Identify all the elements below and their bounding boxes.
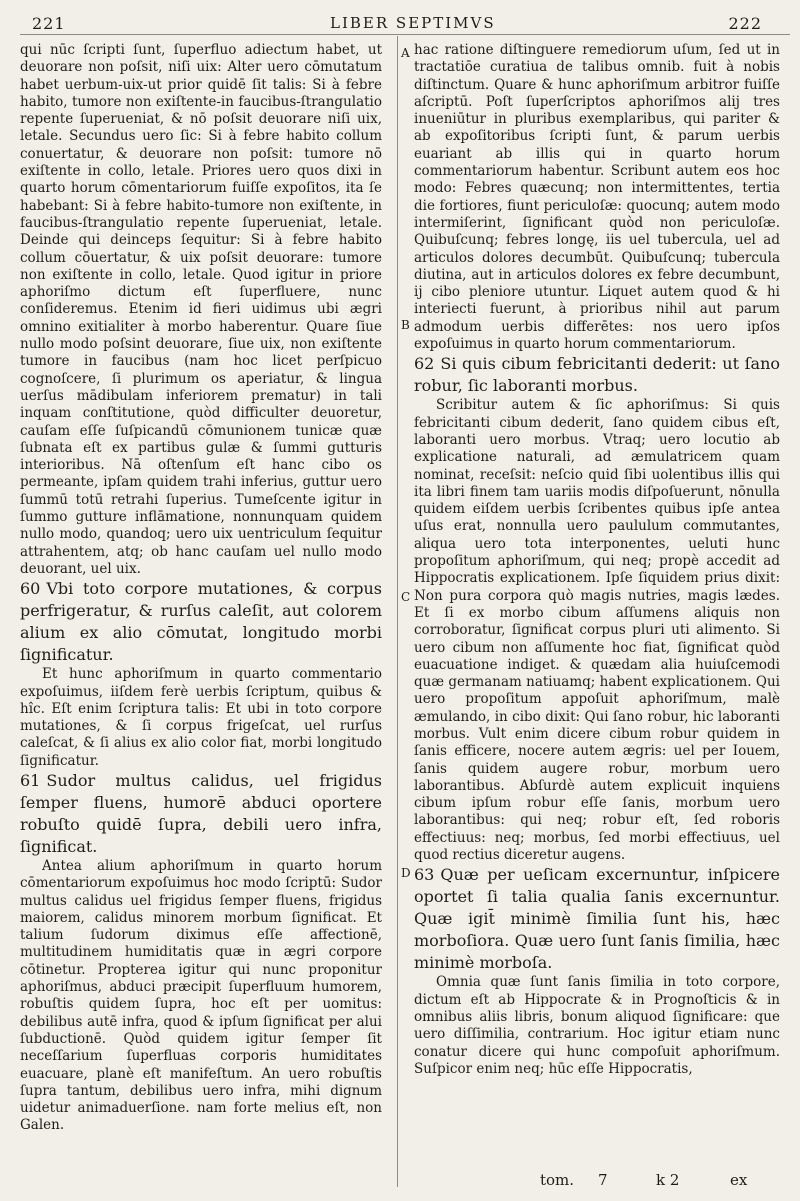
footer-signature: k 2 xyxy=(656,1171,680,1189)
aphorism-text: Si quis cibum febricitanti dederit: ut ſano robur, ſic laboranti morbus. xyxy=(414,354,780,396)
aphorism xyxy=(20,770,382,858)
footer-catchword: ex xyxy=(730,1171,748,1189)
margin-marker-c: C xyxy=(401,590,411,604)
footer-volume-number: 7 xyxy=(598,1171,608,1189)
aphorism-number: 62 xyxy=(414,354,435,374)
header-rule xyxy=(20,34,790,35)
aphorism-text: Sudor multus calidus, uel frigidus ſemper fluens, humorē abduci oportere robuſto quidē ſupra, debili uero infra, ſignificat. xyxy=(20,770,382,856)
page-header xyxy=(0,10,800,34)
aphorism-text: Vbi toto corpore mutationes, & corpus perfrigeratur, & rurſus caleſit, aut colorem alium ex alio cōmutat, longitudo morbi ſignificatur. xyxy=(20,579,382,665)
aphorism-number: 60 xyxy=(20,579,41,599)
right-column xyxy=(414,42,780,1078)
commentary-paragraph: Et hunc aphoriſmum in quarto commentario expoſuimus, iiſdem ferè uerbis ſcriptum, quibus & hîc. Eſt enim ſcriptura talis: Et ubi in toto corpore mutationes, & ſi corpus frigeſcat, uel rurſus caleſcat, & ſi alius ex alio color fiat, morbi longitudo ſignificatur. xyxy=(20,666,382,769)
commentary-paragraph: Scribitur autem & ſic aphoriſmus: Si quis febricitanti cibum dederit, ſano quidem cibus eſt, laboranti uero morbus. Vtraq; uero locutio ab explicatione naturali, ad æmulatricem quam nominat, receſsit: neſcio quid ſibi uolentibus illis qui ita libri finem tam uariis modis diſpoſuerunt, nōnulla quidem eiſdem uerbis ſcribentes quibus ipſe antea uſus erat, nonnulla uero paululum commutantes, aliqua uero tota interponentes, ueluti hunc propoſitum aphoriſmum, qui neq; propè accedit ad Hippocratis explicationem. Ipſe ſiquidem prius dixit: Non pura corpora quò magis nutries, magis lædes. Et ſi ex morbo cibum aſſumens aliquis non corroboratur, ſignificat corpus pluri uti alimento. Si uero cibum non aſſumente hoc fiat, ſignificat quòd euacuatione indiget. & quædam alia huiuſcemodi quæ germanam natiuamq; habent explicationem. Qui uero propoſitum appoſuit aphoriſmum, malè æmulando, in cibo dixit: Qui ſano robur, hic laboranti morbus. Vult enim dicere cibum robur quidem in ſanis efficere, nocere autem ægris: uel per Iouem, ſanis quidem augere robur, morbum uero laborantibus. Abſurdè autem explicuit inquiens cibum ipſum robur eſſe ſanis, morbum uero laborantibus: qui neq; robur eſt, ſed roboris effectiuus: neq; morbus, ſed morbi effectiuus, uel quod rectius diceretur augens. xyxy=(414,397,780,864)
margin-marker-b: B xyxy=(401,318,410,332)
page-number-left: 221 xyxy=(32,14,66,33)
footer-tome: tom. xyxy=(540,1171,575,1189)
aphorism xyxy=(20,578,382,666)
aphorism xyxy=(414,864,780,974)
aphorism-text: Quæ per ueſicam excernuntur, inſpicere oportet ſi talia qualia ſanis excernuntur. Quæ igit̄ minimè ſimilia ſunt his, hæc morboſiora. Quæ uero ſunt ſanis ſimilia, hæc minimè morboſa. xyxy=(414,865,780,973)
aphorism-number: 61 xyxy=(20,770,41,790)
running-title: LIBER SEPTIMVS xyxy=(330,14,496,32)
commentary-paragraph: Omnia quæ ſunt ſanis ſimilia in toto corpore, dictum eſt ab Hippocrate & in Prognoſticis & in omnibus aliis libris, bonum aliquod ſignificare: que uero diſſimilia, contrarium. Hoc igitur etiam nunc conatur dicere qui hunc compoſuit aphoriſmum. Suſpicor enim neq; hūc eſſe Hippocratis, xyxy=(414,974,780,1077)
commentary-paragraph: qui nūc ſcripti ſunt, ſuperfluo adiectum habet, ut deuorare non poſsit, niſi uix: Alter uero cōmutatum habet uerbum-uix-ut prior quidē ſit talis: Si à febre habito, tumore non exiſtente-in faucibus-ſtrangulatio repente ſuperueniat, & nō poſsit deuorare niſi uix, letale. Secundus uero ſic: Si à febre habito collum conuertatur, & deuorare non poſsit: tumore nō exiſtente in collo, letale. Priores uero quos dixi in quarto horum cōmentariorum fuiſſe expoſitos, ita ſe habebant: Si à febre habito-tumore non exiſtente, in faucibus-ſtrangulatio repente ſuperueniat, letale. Deinde qui deinceps ſequitur: Si à febre habito collum cōuertatur, & uix poſsit deuorare: tumore non exiſtente in collo, letale. Quod igitur in priore aphoriſmo dictum eſt ſuperfluere, nunc conſideremus. Etenim id fieri uidimus ubi ægri omnino exitialiter à morbo haberentur. Quare ſiue nullo modo poſsint deuorare, ſiue uix, non exiſtente tumore in faucibus (nam hoc licet perſpicuo cognoſcere, ſi plurimum os aperiatur, & lingua uerſus mādibulam inferiorem prematur) in tali inquam conſtitutione, quòd difficulter deuoretur, cauſam eſſe ſuſpicandū cōmunionem tunicæ quæ ſubnata eſt ex partibus gulæ & ſummi gutturis interioribus. Nā oſtenſum eſt hanc cibo os permeante, ipſam quidem trahi inferius, guttur uero ſummū totū retrahi ſuperius. Tumeſcente igitur in ſummo gutture inflāmatione, nonnunquam quidem nullo modo, quandoq; uero uix uentriculum ſequitur attrahentem, atq; ob hanc cauſam uel nullo modo deuorant, uel uix. xyxy=(20,42,382,577)
margin-marker-a: A xyxy=(401,46,410,60)
left-column xyxy=(20,42,382,1135)
commentary-paragraph: Antea alium aphoriſmum in quarto horum cōmentariorum expoſuimus hoc modo ſcriptū: Sudor multus calidus uel frigidus ſemper fluens, frigidus maiorem, calidus minorem morbum ſignificat. Et talium ſudorum diximus eſſe affectionē, multitudinem humiditatis quæ in ægri corpore cōtinetur. Propterea igitur qui nunc proponitur aphoriſmus, abduci præcipit ſuperfluum humorem, robuſtis quidem ſupra, hoc eſt per uomitus: debilibus autē infra, quod & ipſum ſignificat per alui ſubductionē. Quòd quidem igitur ſemper ſit neceſſarium ſuperfluas corporis humiditates euacuare, planè eſt manifeſtum. An uero robuſtis ſupra tantum, debilibus uero infra, mihi dignum uidetur animaduerſione. nam forte melius eſt, non Galen. xyxy=(20,857,382,1134)
margin-marker-d: D xyxy=(401,866,411,880)
commentary-paragraph: hac ratione diſtinguere remediorum uſum, ſed ut in tractatiōe curatiua de talibus omnib. fuit à nobis diſtinctum. Quare & hunc aphoriſmum arbitror fuiſſe aſcriptū. Poſt ſuperſcriptos aphoriſmos alij tres inueniūtur in pluribus exemplaribus, qui pariter & ab expoſitoribus ſcripti ſunt, & parum uerbis euariant ab illis qui in quarto horum commentariorum habentur. Scribunt autem eos hoc modo: Febres quæcunq; non intermittentes, tertia die fortiores, fiunt periculoſæ: quocunq; autem modo intermiſerint, ſignificant quòd non periculoſæ. Quibuſcunq; febres longę, iis uel tubercula, uel ad articulos dolores decumbūt. Quibuſcunq; tubercula diutina, aut in articulos dolores ex febre decumbunt, ij cibo pleniore utuntur. Liquet autem quod & hi interiecti fuerunt, à prioribus nihil aut parum admodum uerbis differētes: nos uero ipſos expoſuimus in quarto horum commentariorum. xyxy=(414,42,780,353)
aphorism-number: 63 xyxy=(414,865,435,885)
aphorism xyxy=(414,353,780,397)
page-footer xyxy=(0,1171,800,1191)
page-number-right: 222 xyxy=(728,14,762,33)
column-divider xyxy=(397,36,398,1187)
